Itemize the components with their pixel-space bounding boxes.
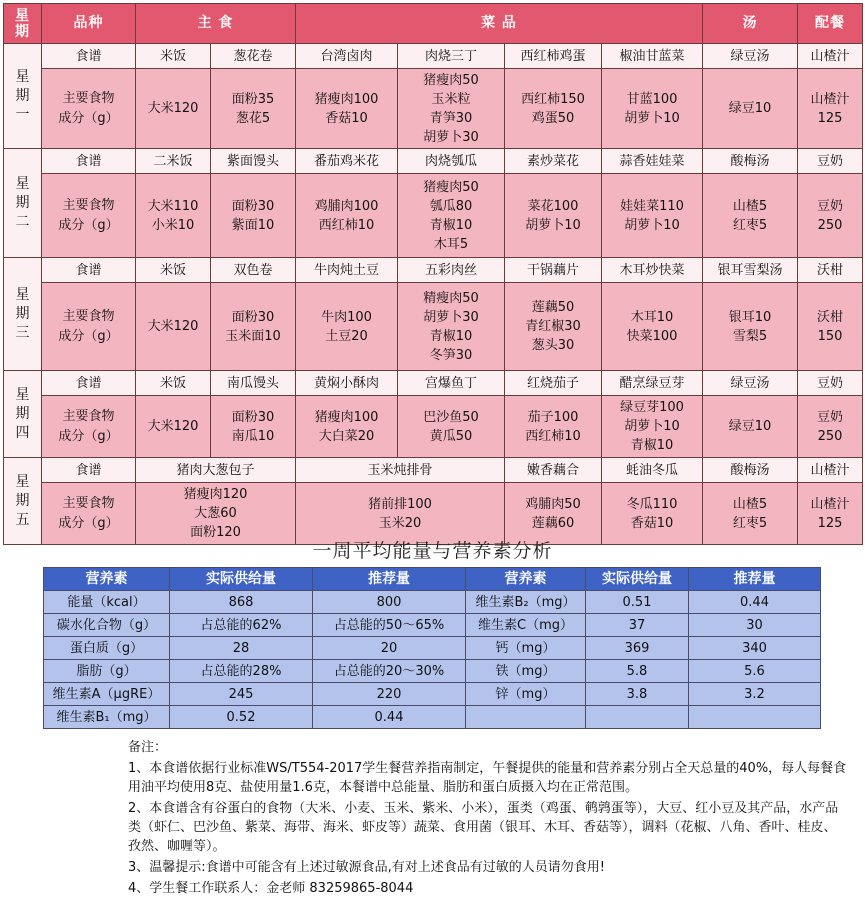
dish-ingredients: 大米120 [136,396,211,458]
nutrition-cell: 维生素C（mg） [466,614,586,637]
nutrition-header-cell: 推荐量 [689,568,821,591]
dish-name: 豆奶 [798,149,863,174]
dish-name: 牛肉炖土豆 [296,258,398,283]
nutrition-cell: 脂肪（g） [44,660,170,683]
nutrition-cell: 245 [170,683,313,706]
menu-day-ingredient-row [4,283,863,371]
dish-name: 干锅藕片 [505,258,602,283]
nutrition-cell: 340 [689,637,821,660]
dish-ingredients: 绿豆芽100 胡萝卜10 青椒10 [602,396,703,458]
menu-day-name-row [4,458,863,483]
menu-day-name-row [4,371,863,396]
header-staple: 主 食 [136,4,296,44]
nutrition-cell [586,706,689,729]
dish-name: 番茄鸡米花 [296,149,398,174]
nutrition-row [44,706,821,729]
ingredients-label: 主要食物 成分（g） [42,283,136,371]
nutrition-cell: 能量（kcal） [44,591,170,614]
nutrition-cell: 0.51 [586,591,689,614]
dish-ingredients: 大米120 [136,283,211,371]
nutrition-cell: 5.8 [586,660,689,683]
dish-name: 米饭 [136,44,211,69]
dish-ingredients: 菜花100 胡萝卜10 [505,174,602,258]
ingredients-label: 主要食物 成分（g） [42,69,136,149]
note-item: 1、本食谱依据行业标准WS/T554-2017学生餐营养指南制定，午餐提供的能量和营养素分别占全天总量的40%，每人每餐食用油平均使用8克、盐使用量1.6克，本餐谱中总能量、脂肪和蛋白质摄入均在正常范围。 [128,761,847,795]
dish-ingredients: 银耳10 雪梨5 [703,283,798,371]
nutrition-header-row [44,568,821,591]
notes-list [128,759,848,898]
dish-ingredients: 冬瓜110 香菇10 [602,483,703,545]
nutrition-header-cell: 推荐量 [313,568,466,591]
dish-name: 宫爆鱼丁 [398,371,505,396]
menu-day-name-row [4,44,863,69]
notes-title: 备注： [128,740,168,755]
nutrition-cell: 220 [313,683,466,706]
nutrition-header-cell: 营养素 [466,568,586,591]
recipe-label: 食谱 [42,371,136,396]
nutrition-cell: 钙（mg） [466,637,586,660]
nutrition-row [44,683,821,706]
ingredients-label: 主要食物 成分（g） [42,396,136,458]
nutrition-row [44,637,821,660]
header-soup: 汤 [703,4,798,44]
nutrition-cell: 0.52 [170,706,313,729]
dish-ingredients: 猪瘦肉120 大葱60 面粉120 [136,483,296,545]
dish-name: 南瓜馒头 [211,371,296,396]
dish-ingredients: 面粉30 南瓜10 [211,396,296,458]
recipe-label: 食谱 [42,458,136,483]
nutrition-row [44,614,821,637]
dish-name: 五彩肉丝 [398,258,505,283]
ingredients-label: 主要食物 成分（g） [42,174,136,258]
recipe-label: 食谱 [42,149,136,174]
nutrition-cell [689,706,821,729]
dish-name: 素炒菜花 [505,149,602,174]
nutrition-body [44,568,821,729]
header-side: 配餐 [798,4,863,44]
dish-ingredients: 豆奶 250 [798,396,863,458]
day-label: 星 期 五 [4,458,42,545]
dish-ingredients: 面粉30 紫面10 [211,174,296,258]
ingredients-label: 主要食物 成分（g） [42,483,136,545]
nutrition-header-cell: 实际供给量 [170,568,313,591]
dish-name: 肉烧瓠瓜 [398,149,505,174]
dish-name: 醋烹绿豆芽 [602,371,703,396]
dish-ingredients: 猪前排100 玉米20 [296,483,505,545]
nutrition-cell: 800 [313,591,466,614]
dish-ingredients: 山楂汁 125 [798,483,863,545]
nutrition-row [44,660,821,683]
note-item: 3、温馨提示:食谱中可能含有上述过敏源食品,有对上述食品有过敏的人员请勿食用! [128,860,605,875]
dish-ingredients: 鸡脯肉50 莲藕60 [505,483,602,545]
dish-name: 双色卷 [211,258,296,283]
nutrition-cell: 占总能的62% [170,614,313,637]
nutrition-cell: 3.8 [586,683,689,706]
dish-name: 西红柿鸡蛋 [505,44,602,69]
nutrition-cell: 占总能的20～30% [313,660,466,683]
dish-name: 米饭 [136,371,211,396]
dish-ingredients: 巴沙鱼50 黄瓜50 [398,396,505,458]
nutrition-title: 一周平均能量与营养素分析 [312,540,553,562]
nutrition-cell: 20 [313,637,466,660]
dish-name: 黄焖小酥肉 [296,371,398,396]
dish-name: 蒜香娃娃菜 [602,149,703,174]
nutrition-cell [466,706,586,729]
nutrition-cell: 0.44 [689,591,821,614]
dish-name: 沃柑 [798,258,863,283]
menu-day-ingredient-row [4,396,863,458]
dish-ingredients: 娃娃菜110 胡萝卜10 [602,174,703,258]
nutrition-cell: 维生素A（μgRE） [44,683,170,706]
nutrition-cell: 5.6 [689,660,821,683]
note-item: 4、学生餐工作联系人：金老师 83259865-8044 [128,881,414,896]
dish-ingredients: 甘蓝100 胡萝卜10 [602,69,703,149]
recipe-label: 食谱 [42,258,136,283]
nutrition-cell: 维生素B₁（mg） [44,706,170,729]
menu-day-name-row [4,149,863,174]
dish-ingredients: 牛肉100 土豆20 [296,283,398,371]
menu-body [4,4,863,545]
dish-ingredients: 大米120 [136,69,211,149]
dish-name: 银耳雪梨汤 [703,258,798,283]
header-category: 品种 [42,4,136,44]
dish-name: 米饭 [136,258,211,283]
dish-ingredients: 山楂汁 125 [798,69,863,149]
header-week: 星 期 [4,4,42,44]
dish-ingredients: 莲藕50 青红椒30 葱头30 [505,283,602,371]
dish-ingredients: 猪瘦肉50 玉米粒 青笋30 胡萝卜30 [398,69,505,149]
day-label: 星 期 二 [4,149,42,258]
dish-ingredients: 面粉30 玉米面10 [211,283,296,371]
dish-name: 豆奶 [798,371,863,396]
dish-name: 蚝油冬瓜 [602,458,703,483]
dish-name: 肉烧三丁 [398,44,505,69]
nutrition-cell: 占总能的28% [170,660,313,683]
nutrition-cell: 铁（mg） [466,660,586,683]
dish-ingredients: 大米110 小米10 [136,174,211,258]
nutrition-cell: 占总能的50～65% [313,614,466,637]
weekly-menu-table [3,3,863,545]
day-label: 星 期 一 [4,44,42,149]
dish-name: 山楂汁 [798,458,863,483]
dish-ingredients: 山楂5 红枣5 [703,174,798,258]
dish-name: 紫面馒头 [211,149,296,174]
dish-name: 酸梅汤 [703,458,798,483]
nutrition-cell: 369 [586,637,689,660]
nutrition-cell: 28 [170,637,313,660]
dish-ingredients: 木耳10 快菜100 [602,283,703,371]
nutrition-cell: 3.2 [689,683,821,706]
nutrition-cell: 蛋白质（g） [44,637,170,660]
nutrition-table [43,567,821,729]
recipe-label: 食谱 [42,44,136,69]
day-label: 星 期 三 [4,258,42,371]
dish-name: 猪肉大葱包子 [136,458,296,483]
nutrition-cell: 碳水化合物（g） [44,614,170,637]
header-dishes: 菜 品 [296,4,703,44]
nutrition-cell: 37 [586,614,689,637]
dish-ingredients: 山楂5 红枣5 [703,483,798,545]
nutrition-header-cell: 实际供给量 [586,568,689,591]
nutrition-cell: 0.44 [313,706,466,729]
dish-name: 二米饭 [136,149,211,174]
dish-ingredients: 茄子100 西红柿10 [505,396,602,458]
menu-day-name-row [4,258,863,283]
nutrition-cell: 868 [170,591,313,614]
dish-name: 绿豆汤 [703,371,798,396]
nutrition-cell: 锌（mg） [466,683,586,706]
dish-name: 红烧茄子 [505,371,602,396]
dish-name: 玉米炖排骨 [296,458,505,483]
dish-ingredients: 猪瘦肉100 大白菜20 [296,396,398,458]
menu-header-row [4,4,863,44]
dish-ingredients: 猪瘦肉50 瓠瓜80 青椒10 木耳5 [398,174,505,258]
dish-name: 葱花卷 [211,44,296,69]
nutrition-cell: 维生素B₂（mg） [466,591,586,614]
dish-name: 嫩香藕合 [505,458,602,483]
dish-ingredients: 猪瘦肉100 香菇10 [296,69,398,149]
dish-ingredients: 豆奶 250 [798,174,863,258]
dish-ingredients: 面粉35 葱花5 [211,69,296,149]
dish-name: 台湾卤肉 [296,44,398,69]
menu-day-ingredient-row [4,174,863,258]
notes-section [128,738,848,898]
nutrition-row [44,591,821,614]
dish-ingredients: 西红柿150 鸡蛋50 [505,69,602,149]
dish-ingredients: 沃柑 150 [798,283,863,371]
nutrition-header-cell: 营养素 [44,568,170,591]
dish-ingredients: 绿豆10 [703,396,798,458]
menu-day-ingredient-row [4,69,863,149]
dish-name: 木耳炒快菜 [602,258,703,283]
note-item: 2、本食谱含有谷蛋白的食物（大米、小麦、玉米、紫米、小米），蛋类（鸡蛋、鹌鹑蛋等），大豆、红小豆及其产品，水产品类（虾仁、巴沙鱼、紫菜、海带、海米、虾皮等）蔬菜、食用菌（银耳、木耳、香菇等），调料（花椒、八角、香叶、桂皮、孜然、咖喱等）。 [128,801,839,854]
dish-ingredients: 精瘦肉50 胡萝卜30 青椒10 冬笋30 [398,283,505,371]
nutrition-cell: 30 [689,614,821,637]
dish-ingredients: 鸡脯肉100 西红柿10 [296,174,398,258]
dish-name: 椒油甘蓝菜 [602,44,703,69]
dish-ingredients: 绿豆10 [703,69,798,149]
dish-name: 酸梅汤 [703,149,798,174]
day-label: 星 期 四 [4,371,42,458]
dish-name: 山楂汁 [798,44,863,69]
dish-name: 绿豆汤 [703,44,798,69]
